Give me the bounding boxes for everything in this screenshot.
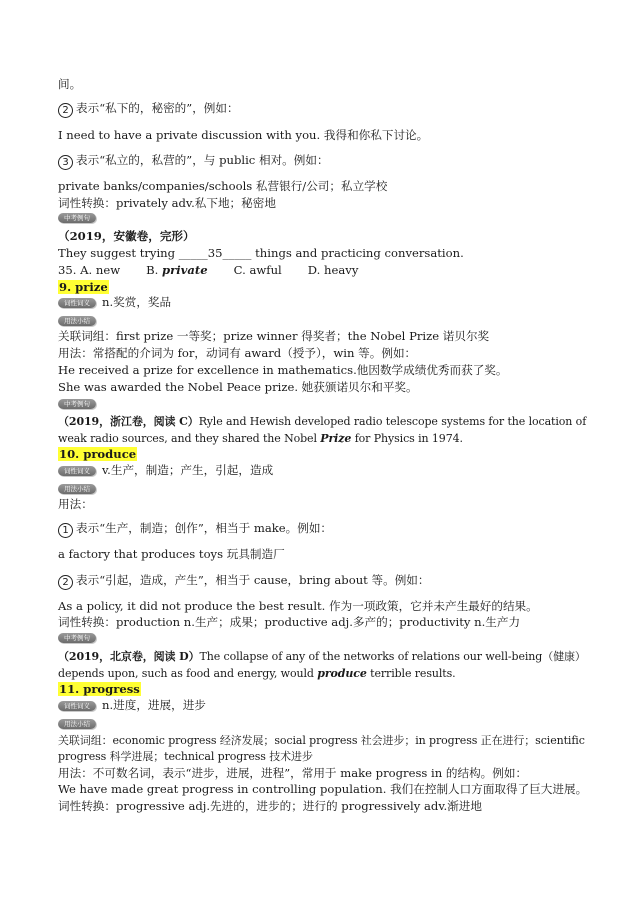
exam-text: The collapse of any of the networks of relations our well-being（健康）depends upon, such as food and energy, would (58, 650, 586, 680)
exam-tag-row (58, 630, 102, 645)
circled-number: 2 (58, 575, 73, 590)
word-conversion: 词性转换：production n.生产；成果；productive adj.多产的；productivity n.生产力 (58, 615, 521, 629)
example-sentence: As a policy, it did not produce the best result. 作为一项政策，它并未产生最好的结果。 (58, 599, 538, 613)
meaning-point-1 (58, 521, 332, 538)
usage-note: 用法：不可数名词，表示“进步，进展，进程”，常用于 make progress in 的结构。例如： (58, 766, 528, 780)
exam-example-tag: 中考例句 (58, 399, 96, 409)
exam-options (58, 263, 358, 278)
circled-number: 1 (58, 523, 73, 538)
exam-example-tag: 中考例句 (58, 213, 96, 223)
word-meaning: v.生产，制造；产生，引起，造成 (102, 463, 274, 477)
word-meaning: n.奖赏，奖品 (102, 295, 172, 309)
example-sentence: He received a prize for excellence in mathematics.他因数学成绩优秀而获了奖。 (58, 363, 508, 377)
word-heading-prize (58, 280, 109, 295)
usage-tag: 用法小结 (58, 719, 96, 729)
exam-text: Ryle and Hewish developed radio telescope systems for the location of weak radio sources, and they shared the Nobel (58, 415, 587, 445)
usage-tag: 用法小结 (58, 484, 96, 494)
example-sentence: a factory that produces toys 玩具制造厂 (58, 547, 285, 561)
usage-tag-row (58, 481, 102, 496)
exam-example-tag: 中考例句 (58, 633, 96, 643)
usage-tag: 用法小结 (58, 316, 96, 326)
exam-text: for Physics in 1974. (351, 432, 463, 445)
exam-source-label: （2019，安徽卷，完形） (58, 229, 195, 243)
meaning-text: 表示“生产，制造；创作”，相当于 make。例如： (76, 521, 333, 535)
exam-passage (58, 413, 590, 447)
exam-sentence: They suggest trying _____35_____ things and practicing conversation. (58, 246, 464, 260)
meaning-point-3 (58, 153, 329, 170)
option-a: 35. A. new (58, 263, 121, 277)
exam-source-label: （2019，浙江卷，阅读 C） (58, 415, 199, 428)
exam-source-label: （2019，北京卷，阅读 D） (58, 650, 200, 663)
meaning-text: 表示“私下的，秘密的”，例如： (76, 101, 239, 115)
exam-text: terrible results. (366, 667, 456, 680)
usage-tag-row (58, 716, 102, 731)
option-b-label: B. (146, 263, 159, 277)
exam-keyword: produce (317, 667, 367, 680)
option-c: C. awful (233, 263, 282, 277)
word-title: 10. produce (59, 447, 137, 461)
meaning-point-2 (58, 573, 429, 590)
meaning-row (58, 295, 171, 310)
example-sentence: We have made great progress in controlling population. 我们在控制人口方面取得了巨大进展。 (58, 782, 588, 796)
meaning-text: 表示“引起，造成，产生”，相当于 cause，bring about 等。例如： (76, 573, 430, 587)
meaning-text: 表示“私立的，私营的”，与 public 相对。例如： (76, 153, 329, 167)
related-phrases: 关联词组：economic progress 经济发展；social progress 社会进步；in progress 正在进行；scientific progress 科学进展；technical progress 技术进步 (58, 734, 585, 763)
meaning-row (58, 463, 273, 478)
word-meaning: n.进度，进展，进步 (102, 698, 206, 712)
option-d: D. heavy (307, 263, 359, 277)
usage-tag-row (58, 313, 102, 328)
meaning-tag: 词性词义 (58, 298, 96, 308)
exam-keyword: Prize (320, 432, 352, 445)
exam-source (58, 229, 195, 244)
exam-passage (58, 648, 590, 682)
continued-text: 间。 (58, 77, 82, 91)
meaning-tag: 词性词义 (58, 466, 96, 476)
word-title: 11. progress (59, 682, 140, 696)
related-phrases: 关联词组：first prize 一等奖；prize winner 得奖者；the Nobel Prize 诺贝尔奖 (58, 329, 490, 343)
word-heading-progress (58, 682, 141, 697)
usage-label: 用法： (58, 497, 93, 511)
word-conversion: 词性转换：privately adv.私下地；秘密地 (58, 196, 276, 210)
example-sentence: She was awarded the Nobel Peace prize. 她获颁诺贝尔和平奖。 (58, 380, 418, 394)
meaning-point-2 (58, 101, 239, 118)
word-conversion: 词性转换：progressive adj.先进的，进步的；进行的 progressively adv.渐进地 (58, 799, 482, 813)
example-sentence: I need to have a private discussion with you. 我得和你私下讨论。 (58, 128, 429, 142)
word-title: 9. prize (59, 280, 108, 294)
option-b-answer: private (162, 263, 208, 277)
circled-number: 2 (58, 103, 73, 118)
exam-tag-row (58, 210, 102, 225)
word-heading-produce (58, 447, 137, 462)
meaning-row (58, 698, 206, 713)
example-sentence: private banks/companies/schools 私营银行/公司；私立学校 (58, 179, 388, 193)
meaning-tag: 词性词义 (58, 701, 96, 711)
exam-tag-row (58, 396, 102, 411)
circled-number: 3 (58, 155, 73, 170)
usage-note: 用法：常搭配的介词为 for，动词有 award（授予），win 等。例如： (58, 346, 417, 360)
